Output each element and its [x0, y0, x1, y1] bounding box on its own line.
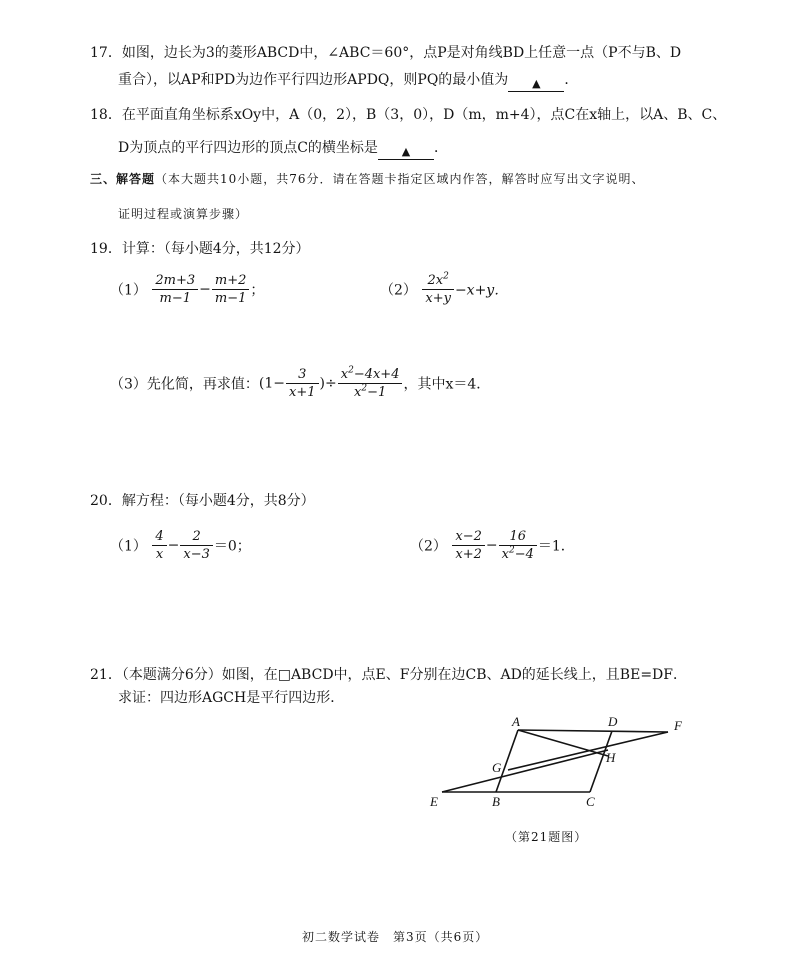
- fraction: $\frac{x^2-4x+4}{x^2-1}$: [338, 366, 403, 401]
- question-19-part-3: （3）先化简，再求值：(1− $\frac{3}{x+1}$ )÷ $\frac{x^2-4x+4}{x^2-1}$ ，其中x＝4．: [110, 365, 491, 400]
- fraction: $\frac{2m+3}{m-1}$: [152, 272, 198, 307]
- section-3-line-1: 三、解答题（本大题共10小题，共76分．请在答题卡指定区域内作答，解答时应写出文字说明、: [90, 172, 645, 186]
- section-3-line-2: 证明过程或演算步骤）: [118, 207, 249, 221]
- question-19-part-2: （2） $\frac{2x^2}{x+y}$ −x+y．: [380, 271, 509, 306]
- answer-blank: ▲: [378, 143, 434, 160]
- point-label-b: B: [492, 794, 500, 809]
- question-20-part-1: （1） $\frac{4}{x}$ − $\frac{2}{x-3}$ ＝0；: [110, 529, 251, 562]
- question-20-header: 20．解方程：（每小题4分，共8分）: [90, 493, 315, 509]
- page-footer: 初二数学试卷 第3页（共6页）: [302, 930, 489, 944]
- fraction: $\frac{x-2}{x+2}$: [452, 528, 485, 563]
- fraction: $\frac{2}{x-3}$: [180, 528, 213, 563]
- figure-caption: （第21题图）: [505, 830, 588, 844]
- fraction: $\frac{4}{x}$: [152, 528, 166, 563]
- segment-eh: [442, 750, 608, 792]
- question-17-line-1: 17．如图，边长为3的菱形ABCD中，∠ABC＝60°，点P是对角线BD上任意一点（P不与B、D: [90, 45, 682, 61]
- fraction: $\frac{16}{x^2-4}$: [499, 528, 537, 563]
- fraction: $\frac{2x^2}{x+y}$: [422, 272, 454, 307]
- parallelogram-figure: [420, 712, 700, 822]
- point-label-c: C: [586, 794, 595, 809]
- section-3-title: 三、解答题: [90, 172, 156, 186]
- point-label-g: G: [492, 760, 502, 775]
- segment-fg: [508, 732, 668, 770]
- question-20-part-2: （2） $\frac{x-2}{x+2}$ − $\frac{16}{x^2-4}$ ＝1．: [410, 529, 575, 562]
- question-18-line-2: D为顶点的平行四边形的顶点C的横坐标是 ▲ ．: [118, 140, 448, 158]
- point-label-e: E: [430, 794, 438, 809]
- question-21-line-2: 求证：四边形AGCH是平行四边形．: [118, 690, 345, 706]
- point-label-h: H: [606, 750, 616, 765]
- point-label-a: A: [512, 714, 520, 729]
- point-label-f: F: [674, 718, 682, 733]
- point-label-d: D: [608, 714, 618, 729]
- question-19-header: 19．计算：（每小题4分，共12分）: [90, 241, 310, 257]
- question-18-line-1: 18．在平面直角坐标系xOy中，A（0，2），B（3，0），D（m，m+4），点C在x轴上，以A、B、C、: [90, 107, 727, 123]
- segment-af: [518, 730, 668, 732]
- question-17-line-2: 重合），以AP和PD为边作平行四边形APDQ，则PQ的最小值为 ▲ ．: [118, 72, 579, 90]
- fraction: $\frac{3}{x+1}$: [286, 366, 319, 401]
- question-21-line-1: 21．（本题满分6分）如图，在□ABCD中，点E、F分别在边CB、AD的延长线上，且BE=DF．: [90, 667, 687, 683]
- question-19-part-1: （1） $\frac{2m+3}{m-1}$ − $\frac{m+2}{m-1}$ ；: [110, 273, 265, 306]
- segment-af-diagonal-to-c: [518, 730, 608, 756]
- fraction: $\frac{m+2}{m-1}$: [212, 272, 250, 307]
- answer-blank: ▲: [508, 75, 564, 92]
